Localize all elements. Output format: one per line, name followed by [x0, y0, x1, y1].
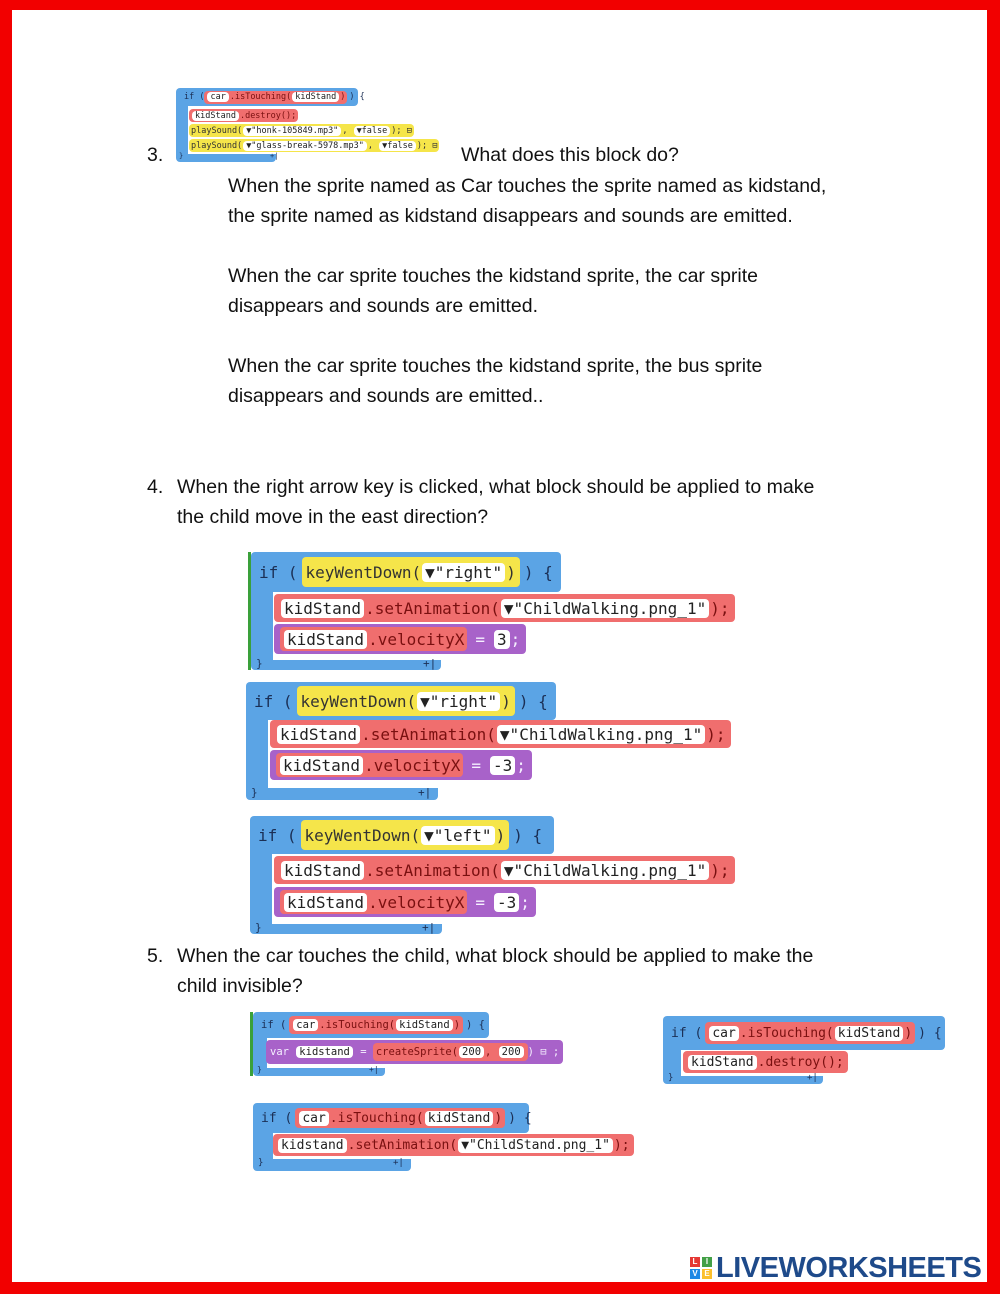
answer-option[interactable]: When the car sprite touches the kidstand sprite, the car sprite disappears and sounds are emitted.: [228, 265, 759, 317]
set-animation-statement: kidStand .setAnimation( ▼"ChildWalking.png_1" );: [274, 594, 735, 622]
set-animation-statement: kidstand .setAnimation( ▼"ChildStand.png_1" );: [273, 1134, 634, 1156]
question-number: 4.: [147, 476, 164, 498]
velocity-statement: kidStand .velocityX = -3 ;: [270, 750, 532, 780]
is-touching-call: car .isTouching( kidStand ): [705, 1022, 915, 1044]
logo-text: LIVEWORKSHEETS: [716, 1251, 982, 1284]
logo-mark-icon: L I V E: [690, 1257, 712, 1279]
is-touching-call: car .isTouching( kidStand ): [204, 91, 347, 104]
question-number: 3.: [147, 144, 164, 166]
question-text: When the car touches the child, what block should be applied to make the child invisible?: [177, 945, 814, 997]
code-block-option[interactable]: if ( keyWentDown( ▼"right" ) ) { kidStand .setAnimation( ▼"ChildWalking.png_1" ); kidStand .velocityX = 3 ; } +|: [248, 552, 758, 670]
destroy-statement: kidStand .destroy();: [189, 109, 298, 122]
set-animation-statement: kidStand .setAnimation( ▼"ChildWalking.png_1" );: [270, 720, 731, 748]
code-block-option[interactable]: if ( car .isTouching( kidStand ) ) { kidStand .destroy(); } +|: [663, 1016, 947, 1084]
answer-option[interactable]: When the car sprite touches the kidstand sprite, the bus sprite disappears and sounds are emitted..: [228, 355, 763, 407]
velocity-statement: kidStand .velocityX = -3 ;: [274, 887, 536, 917]
is-touching-call: car .isTouching( kidStand ): [289, 1016, 463, 1034]
play-sound-statement: playSound( ▼"glass-break-5978.mp3" , ▼false ); ⊟: [191, 140, 438, 151]
code-block-q3: if ( car .isTouching( kidStand ) ) { kidStand .destroy(); playSound( ▼"honk-105849.mp3" , ▼false ); ⊟ playSound( ▼"glass-break-5978.mp3" , ▼false ); ⊟ } +|: [176, 88, 458, 162]
question-text: When the right arrow key is clicked, what block should be applied to make the child move in the east direction?: [177, 476, 815, 528]
is-touching-call: car .isTouching( kidStand ): [295, 1108, 505, 1128]
code-block-option[interactable]: if ( car .isTouching( kidStand ) ) { kidstand .setAnimation( ▼"ChildStand.png_1" ); } +|: [253, 1103, 653, 1171]
key-went-down-call: keyWentDown( ▼"right" ): [302, 557, 520, 587]
liveworksheets-logo[interactable]: [690, 1252, 981, 1284]
key-went-down-call: keyWentDown( ▼"left" ): [301, 820, 510, 850]
code-block-option[interactable]: if ( keyWentDown( ▼"right" ) ) { kidStand .setAnimation( ▼"ChildWalking.png_1" ); kidStand .velocityX = -3 ; } +|: [246, 682, 756, 800]
set-animation-statement: kidStand .setAnimation( ▼"ChildWalking.png_1" );: [274, 856, 735, 884]
velocity-statement: kidStand .velocityX = 3 ;: [274, 624, 526, 654]
if-row: if ( car .isTouching( kidStand ) ) {: [176, 88, 358, 106]
code-block-option[interactable]: if ( keyWentDown( ▼"left" ) ) { kidStand .setAnimation( ▼"ChildWalking.png_1" ); kidStand .velocityX = -3 ; } +|: [250, 816, 770, 934]
question-text: What does this block do?: [461, 144, 679, 166]
play-sound-statement: playSound( ▼"honk-105849.mp3" , ▼false ); ⊟: [191, 125, 412, 136]
create-sprite-statement: var kidstand = createSprite( 200 , 200 ) ⊟ ;: [266, 1040, 563, 1064]
key-went-down-call: keyWentDown( ▼"right" ): [297, 686, 515, 716]
question-number: 5.: [147, 945, 164, 967]
code-block-option[interactable]: if ( car .isTouching( kidStand ) ) { var kidstand = createSprite( 200 , 200 ) ⊟ ; } +|: [250, 1012, 570, 1076]
destroy-statement: kidStand .destroy();: [683, 1051, 848, 1073]
answer-option[interactable]: When the sprite named as Car touches the sprite named as kidstand, the sprite named as kidstand disappears and sounds are emitted.: [228, 175, 827, 227]
